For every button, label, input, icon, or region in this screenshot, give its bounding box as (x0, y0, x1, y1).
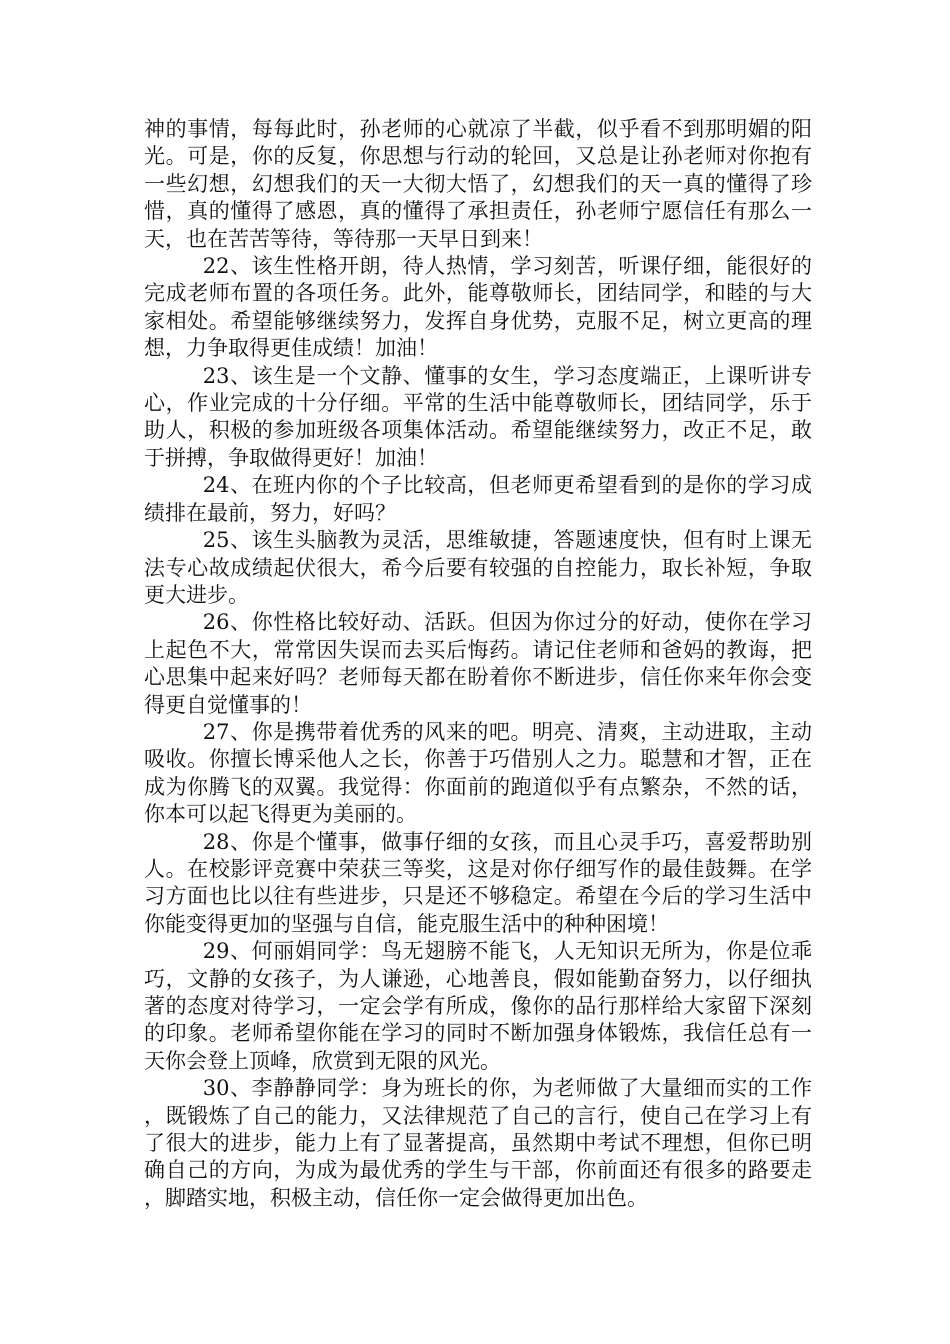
comment-30: 30、李静静同学：身为班长的你，为老师做了大量细而实的工作，既锻炼了自己的能力，又法律规范了自己的言行，使自己在学习上有了很大的进步，能力上有了显著提高，虽然期中考试不理想，但你已明确自己的方向，为成为最优秀的学生与干部，你前面还有很多的路要走，脚踏实地，积极主动，信任你一定会做得更加出色。 (144, 1076, 812, 1210)
comment-26: 26、你性格比较好动、活跃。但因为你过分的好动，使你在学习上起色不大，常常因失误而去买后悔药。请记住老师和爸妈的教诲，把心思集中起来好吗？老师每天都在盼着你不断进步，信任你来年你会变得更自觉懂事的！ (144, 610, 812, 717)
comment-23: 23、该生是一个文静、懂事的女生，学习态度端正，上课听讲专心，作业完成的十分仔细。平常的生活中能尊敬师长，团结同学，乐于助人，积极的参加班级各项集体活动。希望能继续努力，改正不足，敢于拼搏，争取做得更好！加油！ (144, 363, 812, 470)
comment-29: 29、何丽娟同学：鸟无翅膀不能飞，人无知识无所为，你是位乖巧，文静的女孩子，为人谦逊，心地善良，假如能勤奋努力，以仔细执著的态度对待学习，一定会学有所成，像你的品行那样给大家留下深刻的印象。老师希望你能在学习的同时不断加强身体锻炼，我信任总有一天你会登上顶峰，欣赏到无限的风光。 (144, 939, 812, 1073)
comment-27: 27、你是携带着优秀的风来的吧。明亮、清爽，主动进取，主动吸收。你擅长博采他人之长，你善于巧借别人之力。聪慧和才智，正在成为你腾飞的双翼。我觉得：你面前的跑道似乎有点繁杂，不然的话，你本可以起飞得更为美丽的。 (144, 719, 812, 827)
comment-28: 28、你是个懂事，做事仔细的女孩，而且心灵手巧，喜爱帮助别人。在校影评竞赛中荣获三等奖，这是对你仔细写作的最佳鼓舞。在学习方面也比以往有些进步，只是还不够稳定。希望在今后的学习生活中你能变得更加的坚强与自信，能克服生活中的种种困境！ (144, 829, 812, 936)
comment-24: 24、在班内你的个子比较高，但老师更希望看到的是你的学习成绩排在最前，努力，好吗？ (144, 473, 812, 525)
comment-25: 25、该生头脑教为灵活，思维敏捷，答题速度快，但有时上课无法专心故成绩起伏很大，希今后要有较强的自控能力，取长补短，争取更大进步。 (144, 528, 812, 607)
document-page (144, 116, 812, 1212)
comment-22: 22、该生性格开朗，待人热情，学习刻苦，听课仔细，能很好的完成老师布置的各项任务。此外，能尊敬师长，团结同学，和睦的与大家相处。希望能够继续努力，发挥自身优势，克服不足，树立更高的理想，力争取得更佳成绩！加油！ (144, 254, 812, 361)
paragraph-continuation: 神的事情，每每此时，孙老师的心就凉了半截，似乎看不到那明媚的阳光。可是，你的反复，你思想与行动的轮回，又总是让孙老师对你抱有一些幻想，幻想我们的天一大彻大悟了，幻想我们的天一真的懂得了珍惜，真的懂得了感恩，真的懂得了承担责任，孙老师宁愿信任有那么一天，也在苦苦等待，等待那一天早日到来！ (144, 117, 812, 251)
